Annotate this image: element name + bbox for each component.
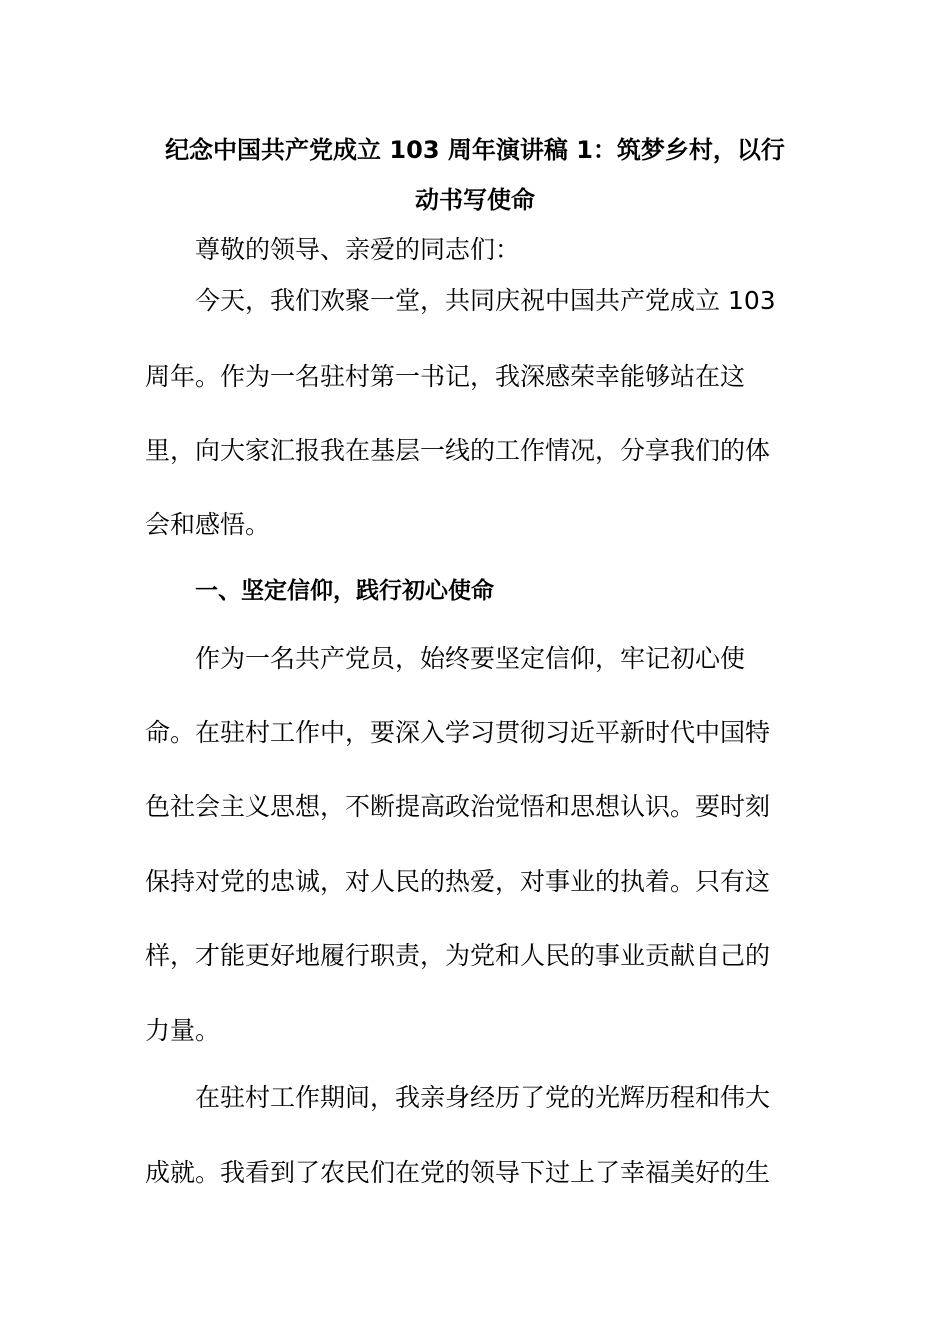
salutation: 尊敬的领导、亲爱的同志们： — [195, 235, 521, 264]
paragraph-2-line-1: 作为一名共产党员，始终要坚定信仰，牢记初心使 — [195, 644, 746, 673]
document-title-line-1: 纪念中国共产党成立 103 周年演讲稿 1：筑梦乡村，以行 — [165, 136, 785, 164]
section-1-heading: 一、坚定信仰，践行初心使命 — [195, 578, 494, 604]
paragraph-1-line-3: 里，向大家汇报我在基层一线的工作情况，分享我们的体 — [145, 436, 771, 465]
paragraph-1-line-2: 周年。作为一名驻村第一书记，我深感荣幸能够站在这 — [145, 362, 746, 391]
paragraph-2-line-2: 命。在驻村工作中，要深入学习贯彻习近平新时代中国特 — [145, 718, 771, 747]
paragraph-2-line-5: 样，才能更好地履行职责，为党和人民的事业贡献自己的 — [145, 941, 771, 970]
paragraph-2-line-3: 色社会主义思想，不断提高政治觉悟和思想认识。要时刻 — [145, 792, 771, 821]
document-title-line-2: 动书写使命 — [415, 186, 535, 214]
paragraph-2-line-6: 力量。 — [145, 1016, 221, 1045]
paragraph-3-line-2: 成就。我看到了农民们在党的领导下过上了幸福美好的生 — [145, 1158, 771, 1187]
paragraph-3-line-1: 在驻村工作期间，我亲身经历了党的光辉历程和伟大 — [195, 1083, 771, 1112]
paragraph-1-line-1: 今天，我们欢聚一堂，共同庆祝中国共产党成立 103 — [195, 286, 776, 315]
paragraph-2-line-4: 保持对党的忠诚，对人民的热爱，对事业的执着。只有这 — [145, 867, 771, 896]
paragraph-1-line-4: 会和感悟。 — [145, 510, 271, 539]
